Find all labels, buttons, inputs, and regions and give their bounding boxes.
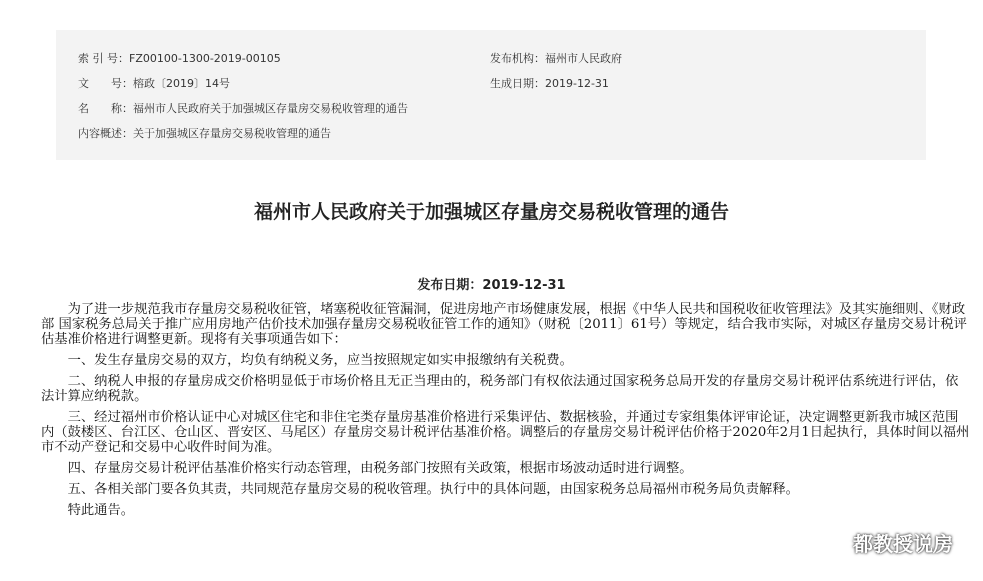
meta-name-label: 名 称： xyxy=(78,102,133,115)
wechat-icon xyxy=(819,532,845,554)
meta-index-value: FZ00100-1300-2019-00105 xyxy=(129,52,281,65)
paragraph-item-3: 三、经过福州市价格认证中心对城区住宅和非住宅类存量房基准价格进行采集评估、数据核验，并通过专家组集体评审论证，决定调整更新我市城区范围内（鼓楼区、台江区、仓山区、晋安区、马尾区）存量房交易计税评估基准价格。调整后的存量房交易计税评估价格于2020年2月1日起执行，具体时间以福州市不动产登记和交易中心收件时间为准。 xyxy=(41,410,970,455)
paragraph-item-4: 四、存量房交易计税评估基准价格实行动态管理，由税务部门按照有关政策，根据市场波动适时进行调整。 xyxy=(41,461,693,476)
paragraph-item-5: 五、各相关部门要各负其责，共同规范存量房交易的税收管理。执行中的具体问题，由国家税务总局福州市税务局负责解释。 xyxy=(41,482,799,497)
watermark-text: 都教授说房 xyxy=(853,532,953,556)
meta-summary-value: 关于加强城区存量房交易税收管理的通告 xyxy=(133,127,331,140)
meta-name-row xyxy=(78,100,408,116)
paragraph-intro: 为了进一步规范我市存量房交易税收征管，堵塞税收征管漏洞，促进房地产市场健康发展，根据《中华人民共和国税收征收管理法》及其实施细则、《财政部 国家税务总局关于推广应用房地产估价技术加强存量房交易税收征管工作的通知》（财税〔2011〕61号）等规定，结合我市实际，对城区存量房交易计税评估基准价格进行调整更新。现将有关事项通告如下： xyxy=(41,302,967,347)
meta-date-label: 生成日期： xyxy=(490,77,545,90)
paragraph-closing: 特此通告。 xyxy=(41,503,135,518)
document-title: 福州市人民政府关于加强城区存量房交易税收管理的通告 xyxy=(253,201,729,223)
meta-docno-row xyxy=(78,75,230,91)
meta-summary-row xyxy=(78,125,331,141)
meta-name-value: 福州市人民政府关于加强城区存量房交易税收管理的通告 xyxy=(133,102,408,115)
document-body xyxy=(41,302,971,524)
meta-index-label: 索 引 号： xyxy=(78,52,129,65)
paragraph-item-2: 二、纳税人申报的存量房成交价格明显低于市场价格且无正当理由的，税务部门有权依法通过国家税务总局开发的存量房交易计税评估系统进行评估，依法计算应纳税款。 xyxy=(41,374,959,404)
document-meta-panel xyxy=(56,30,926,160)
watermark xyxy=(819,528,953,557)
paragraph-item-1: 一、发生存量房交易的双方，均负有纳税义务，应当按照规定如实申报缴纳有关税费。 xyxy=(41,353,573,368)
meta-index-row xyxy=(78,50,281,66)
meta-docno-value: 榕政〔2019〕14号 xyxy=(133,77,230,90)
meta-date-row xyxy=(490,75,609,91)
meta-org-value: 福州市人民政府 xyxy=(545,52,622,65)
meta-org-label: 发布机构： xyxy=(490,52,545,65)
publish-date: 发布日期：2019-12-31 xyxy=(417,278,566,293)
meta-summary-label: 内容概述： xyxy=(78,127,133,140)
meta-org-row xyxy=(490,50,622,66)
meta-docno-label: 文 号： xyxy=(78,77,133,90)
meta-date-value: 2019-12-31 xyxy=(545,77,609,90)
